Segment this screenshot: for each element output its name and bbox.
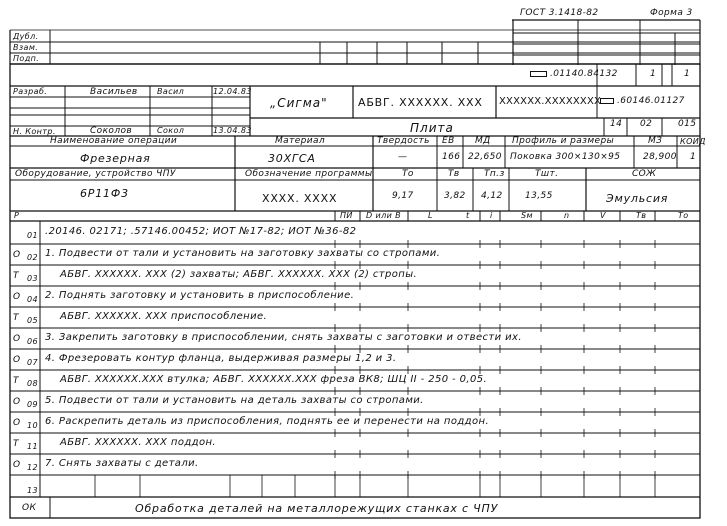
- row-number: 06: [27, 337, 38, 346]
- sheets-total: 1: [684, 69, 691, 79]
- col-t: t: [466, 211, 470, 220]
- row-prefix: Т: [13, 439, 19, 449]
- program-header: Обозначение программы: [245, 169, 373, 179]
- hardness-value: —: [398, 152, 408, 162]
- mz-header: МЗ: [648, 136, 663, 146]
- dubl-label: Дубл.: [13, 32, 39, 41]
- row-prefix: О: [13, 250, 21, 260]
- ev-value: 166: [442, 152, 461, 162]
- equipment-header: Оборудование, устройство ЧПУ: [15, 169, 176, 179]
- designation-secondary: XXXXXX.XXXXXXXX: [499, 96, 602, 107]
- to-value: 9,17: [392, 191, 414, 201]
- footer-ok: ОК: [22, 503, 37, 513]
- row-text: 2. Поднять заготовку и установить в приспособление.: [45, 290, 355, 301]
- col-sm: Sм: [521, 211, 533, 220]
- mz-value: 28,900: [643, 152, 677, 162]
- hardness-header: Твердость: [377, 136, 430, 146]
- row-number: 01: [27, 231, 38, 240]
- material-header: Материал: [275, 136, 326, 146]
- company-name: „Сигма": [270, 96, 328, 110]
- row-number: 10: [27, 421, 38, 430]
- row-prefix: О: [13, 460, 21, 470]
- signature-date-developer: 12.04.83: [213, 87, 252, 96]
- col-p: Р: [14, 211, 20, 220]
- row-text: .20146. 02171; .57146.00452; ИОТ №17-82; ИОТ №36-82: [45, 226, 357, 237]
- row-prefix: Т: [13, 376, 19, 386]
- signature-date-normcontrol: 13.04.83: [213, 126, 252, 135]
- signature-role-normcontrol: Н. Контр.: [13, 127, 56, 136]
- form-number: Форма 3: [650, 8, 693, 18]
- code-a: 14: [610, 119, 623, 129]
- row-number: 02: [27, 253, 38, 262]
- row-prefix: О: [13, 418, 21, 428]
- row-number: 11: [27, 442, 38, 451]
- tpz-header: Тп.з: [484, 169, 505, 179]
- designation-main: АБВГ. XXXXXX. XXX: [358, 96, 483, 109]
- col-to: То: [678, 211, 689, 220]
- signature-sign-normcontrol: Сокол: [157, 126, 185, 135]
- profile-value: Поковка 300×130×95: [510, 152, 621, 162]
- row-number: 08: [27, 379, 38, 388]
- signature-name-developer: Васильев: [90, 87, 138, 97]
- signature-sign-developer: Васил: [157, 87, 185, 96]
- signature-name-normcontrol: Соколов: [90, 126, 133, 136]
- row-prefix: О: [13, 355, 21, 365]
- doc-mark-icon: [530, 71, 547, 77]
- row-prefix: Т: [13, 313, 19, 323]
- operation-name-header: Наименование операции: [50, 136, 178, 146]
- sheet-number: 1: [650, 69, 657, 79]
- row-text: АБВГ. XXXXXX.XXX втулка; АБВГ. XXXXXX.XXX фреза ВК8; ШЦ II - 250 - 0,05.: [60, 374, 488, 385]
- col-tv: Тв: [636, 211, 647, 220]
- tv-value: 3,82: [444, 191, 466, 201]
- row-text: АБВГ. XXXXXX. XXX поддон.: [60, 437, 217, 448]
- gost-standard: ГОСТ 3.1418-82: [520, 8, 599, 18]
- podp-label: Подп.: [13, 54, 40, 63]
- row-prefix: Т: [13, 271, 19, 281]
- col-d: D или В: [366, 211, 402, 220]
- col-n: n: [564, 211, 570, 220]
- row-number: 05: [27, 316, 38, 325]
- md-value: 22,650: [468, 152, 502, 162]
- row-number: 07: [27, 358, 38, 367]
- code-b: 02: [640, 119, 653, 129]
- soj-value: Эмульсия: [606, 192, 669, 205]
- footer-title: Обработка деталей на металлорежущих станках с ЧПУ: [135, 502, 499, 515]
- row-text: 3. Закрепить заготовку в приспособлении, снять захваты с заготовки и отвести их.: [45, 332, 522, 343]
- koid-header: КОИД: [680, 137, 706, 146]
- equipment-value: 6Р11Ф3: [80, 187, 129, 200]
- col-pi: ПИ: [340, 211, 353, 220]
- part-name: Плита: [410, 121, 454, 135]
- col-l: L: [428, 211, 433, 220]
- row-prefix: О: [13, 397, 21, 407]
- row-number: 13: [27, 486, 38, 495]
- row-prefix: О: [13, 292, 21, 302]
- row-number: 12: [27, 463, 38, 472]
- tv-header: Тв: [448, 169, 460, 179]
- row-text: 7. Снять захваты с детали.: [45, 458, 199, 469]
- tpz-value: 4,12: [481, 191, 503, 201]
- tsht-value: 13,55: [525, 191, 553, 201]
- row-text: 1. Подвести от тали и установить на заготовку захваты со стропами.: [45, 248, 441, 259]
- doc-code-1: .01140.84132: [530, 70, 618, 79]
- row-number: 04: [27, 295, 38, 304]
- row-text: АБВГ. XXXXXX. XXX приспособление.: [60, 311, 268, 322]
- operation-name: Фрезерная: [80, 152, 151, 165]
- row-text: 6. Раскрепить деталь из приспособления, поднять ее и перенести на поддон.: [45, 416, 490, 427]
- row-number: 09: [27, 400, 38, 409]
- row-text: 5. Подвести от тали и установить на деталь захваты со стропами.: [45, 395, 424, 406]
- col-i: i: [490, 211, 493, 220]
- doc-code-2: .60146.01127: [600, 97, 685, 106]
- col-v: V: [600, 211, 606, 220]
- tsht-header: Тшт.: [535, 169, 559, 179]
- profile-header: Профиль и размеры: [512, 136, 615, 146]
- program-value: XXXX. XXXX: [262, 192, 338, 205]
- row-number: 03: [27, 274, 38, 283]
- koid-value: 1: [690, 152, 697, 162]
- row-text: 4. Фрезеровать контур фланца, выдерживая размеры 1,2 и 3.: [45, 353, 397, 364]
- material-value: 30ХГСА: [268, 152, 316, 165]
- code-c: 015: [678, 119, 697, 129]
- row-prefix: О: [13, 334, 21, 344]
- md-header: МД: [475, 136, 491, 146]
- signature-role-developer: Разраб.: [13, 87, 48, 96]
- to-header: То: [402, 169, 414, 179]
- soj-header: СОЖ: [632, 169, 657, 179]
- doc-mark-icon: [600, 98, 614, 104]
- row-text: АБВГ. XXXXXX. XXX (2) захваты; АБВГ. XXXXXX. XXX (2) стропы.: [60, 269, 418, 280]
- vzam-label: Взам.: [13, 43, 39, 52]
- ev-header: ЕВ: [442, 136, 455, 146]
